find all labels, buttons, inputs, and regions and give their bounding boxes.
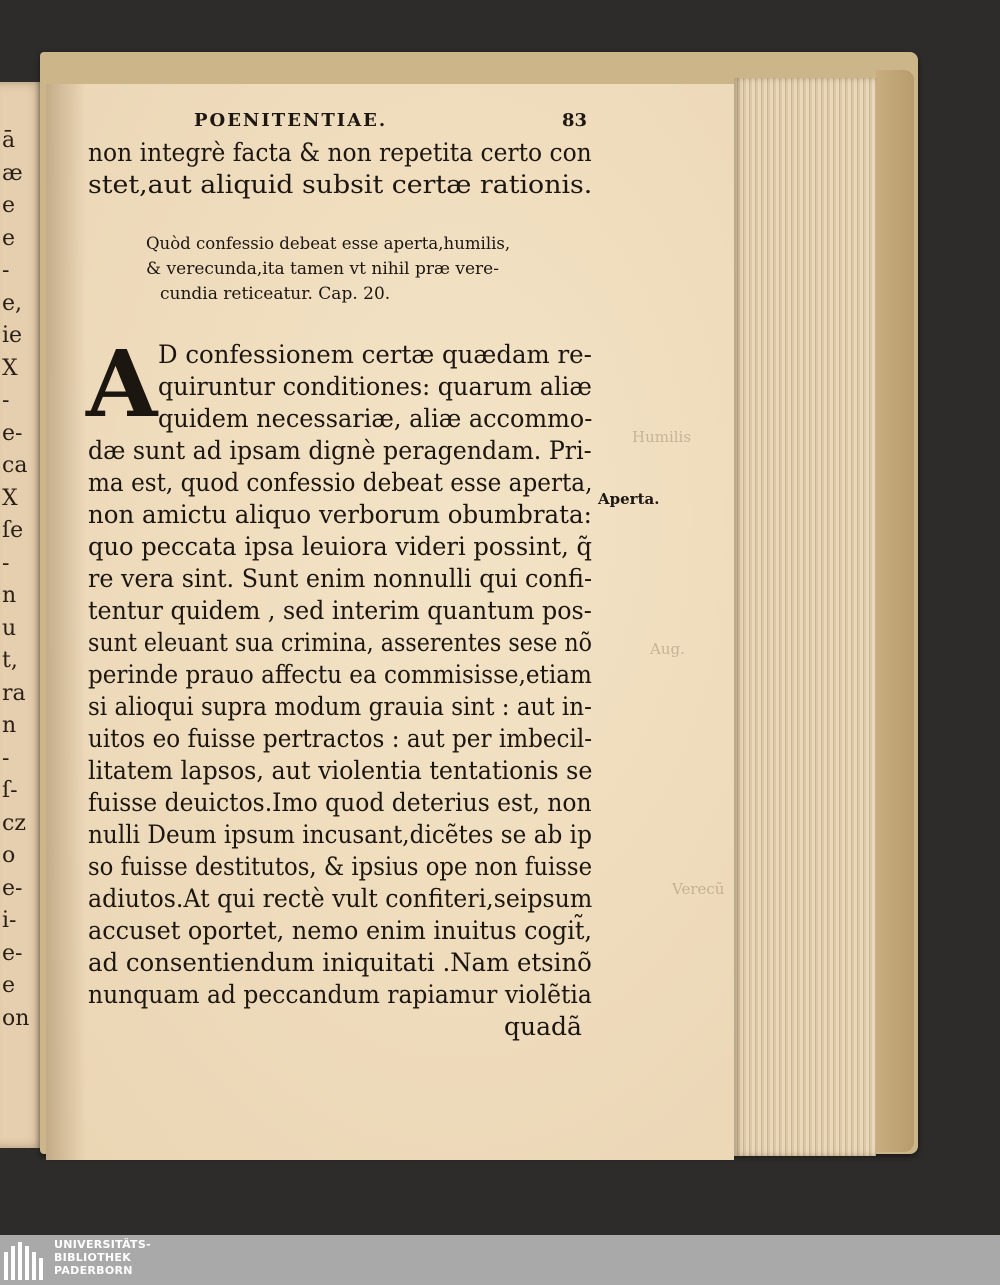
text-line: litatem lapsos, aut violentia tentationis se bbox=[88, 756, 593, 785]
left-page-fragment: - bbox=[2, 388, 10, 413]
left-page-fragment: n bbox=[2, 583, 17, 608]
left-page-fragment: ie bbox=[2, 323, 23, 348]
left-page-fragment: e- bbox=[2, 420, 23, 446]
text-line: quidem necessariæ, aliæ accommo- bbox=[158, 404, 593, 433]
running-head: POENITENTIAE. bbox=[194, 110, 388, 131]
left-page-fragment: e- bbox=[2, 940, 23, 966]
left-page-fragment: X bbox=[2, 355, 18, 381]
left-page-fragment: n bbox=[2, 713, 17, 738]
library-name: UNIVERSITÄTS- BIBLIOTHEK PADERBORN bbox=[54, 1238, 151, 1277]
chapter-heading-line: & verecunda,ita tamen vt nihil præ vere- bbox=[146, 259, 499, 279]
text-line: adiutos.At qui rectè vult confiteri,seipsum bbox=[88, 884, 593, 913]
marginal-note: Aperta. bbox=[598, 490, 660, 508]
text-line: quo peccata ipsa leuiora videri possint, q̃ bbox=[88, 532, 592, 561]
left-page-fragment: i- bbox=[2, 908, 17, 933]
chapter-heading-line: Quòd confessio debeat esse aperta,humilis, bbox=[146, 234, 511, 254]
text-line: nunquam ad peccandum rapiamur violẽtia bbox=[88, 980, 592, 1009]
text-line: dæ sunt ad ipsam dignè peragendam. Pri- bbox=[88, 436, 592, 465]
text-line: re vera sint. Sunt enim nonnulli qui confi- bbox=[88, 564, 593, 593]
left-page-fragment: ſ- bbox=[2, 778, 18, 803]
left-page-fragment: X bbox=[2, 485, 18, 511]
left-page-fragment: ra bbox=[2, 680, 26, 706]
left-page-fragment: on bbox=[2, 1005, 30, 1031]
text-line: quiruntur conditiones: quarum aliæ bbox=[158, 372, 592, 401]
left-page-fragment: e bbox=[2, 225, 16, 251]
left-page-fragment: - bbox=[2, 258, 10, 283]
left-page-fragment: æ bbox=[2, 160, 23, 186]
left-page-fragment: u bbox=[2, 615, 17, 641]
text-line: accuset oportet, nemo enim inuitus cogit̃, bbox=[88, 916, 593, 945]
text-line: D confessionem certæ quædam re- bbox=[158, 340, 592, 369]
text-line: nulli Deum ipsum incusant,dicẽtes se ab ip bbox=[88, 820, 592, 849]
show-through-text: Verecũ bbox=[672, 880, 725, 898]
left-page-fragment: ſe bbox=[2, 518, 24, 543]
left-page-fragment: e, bbox=[2, 290, 23, 316]
page-fore-edge bbox=[734, 78, 876, 1156]
text-line: sunt eleuant sua crimina, asserentes sese nõ bbox=[88, 628, 593, 657]
catchword: quadã bbox=[504, 1012, 582, 1041]
text-line: ad consentiendum iniquitati .Nam etsinõ bbox=[88, 948, 592, 977]
text-line: ma est, quod confessio debeat esse aperta, bbox=[88, 468, 593, 497]
text-line: si alioqui supra modum grauia sint : aut in- bbox=[88, 692, 592, 721]
library-logo-icon bbox=[4, 1240, 48, 1280]
text-line: uitos eo fuisse pertractos : aut per imbecil- bbox=[88, 724, 593, 753]
text-line: stet,aut aliquid subsit certæ rationis. bbox=[88, 170, 593, 199]
text-line: non integrè facta & non repetita certo con bbox=[88, 138, 592, 167]
left-page-fragment: - bbox=[2, 550, 10, 576]
left-page-fragment: e bbox=[2, 973, 16, 998]
left-page-fragment: e- bbox=[2, 875, 23, 901]
left-page-fragment: t, bbox=[2, 648, 18, 673]
left-page-fragment: o bbox=[2, 843, 16, 868]
left-page-fragment: - bbox=[2, 745, 10, 771]
text-line: fuisse deuictos.Imo quod deterius est, non bbox=[88, 788, 592, 817]
left-page-fragment: ā bbox=[2, 128, 16, 153]
drop-initial: A bbox=[86, 330, 158, 438]
show-through-text: Humilis bbox=[632, 428, 692, 446]
page-number: 83 bbox=[562, 110, 588, 131]
text-line: so fuisse destitutos, & ipsius ope non fuisse bbox=[88, 852, 593, 881]
left-page-fragment: ca bbox=[2, 453, 28, 478]
text-line: non amictu aliquo verborum obumbrata: bbox=[88, 500, 592, 529]
left-page-fragment: e bbox=[2, 193, 16, 218]
chapter-heading-line: cundia reticeatur. Cap. 20. bbox=[160, 284, 391, 304]
text-line: tentur quidem , sed interim quantum pos- bbox=[88, 596, 592, 625]
cover-edge bbox=[876, 70, 914, 1152]
text-line: perinde prauo affectu ea commisisse,etiam bbox=[88, 660, 592, 689]
show-through-text: Aug. bbox=[650, 640, 685, 658]
left-page-fragment: cz bbox=[2, 810, 26, 836]
